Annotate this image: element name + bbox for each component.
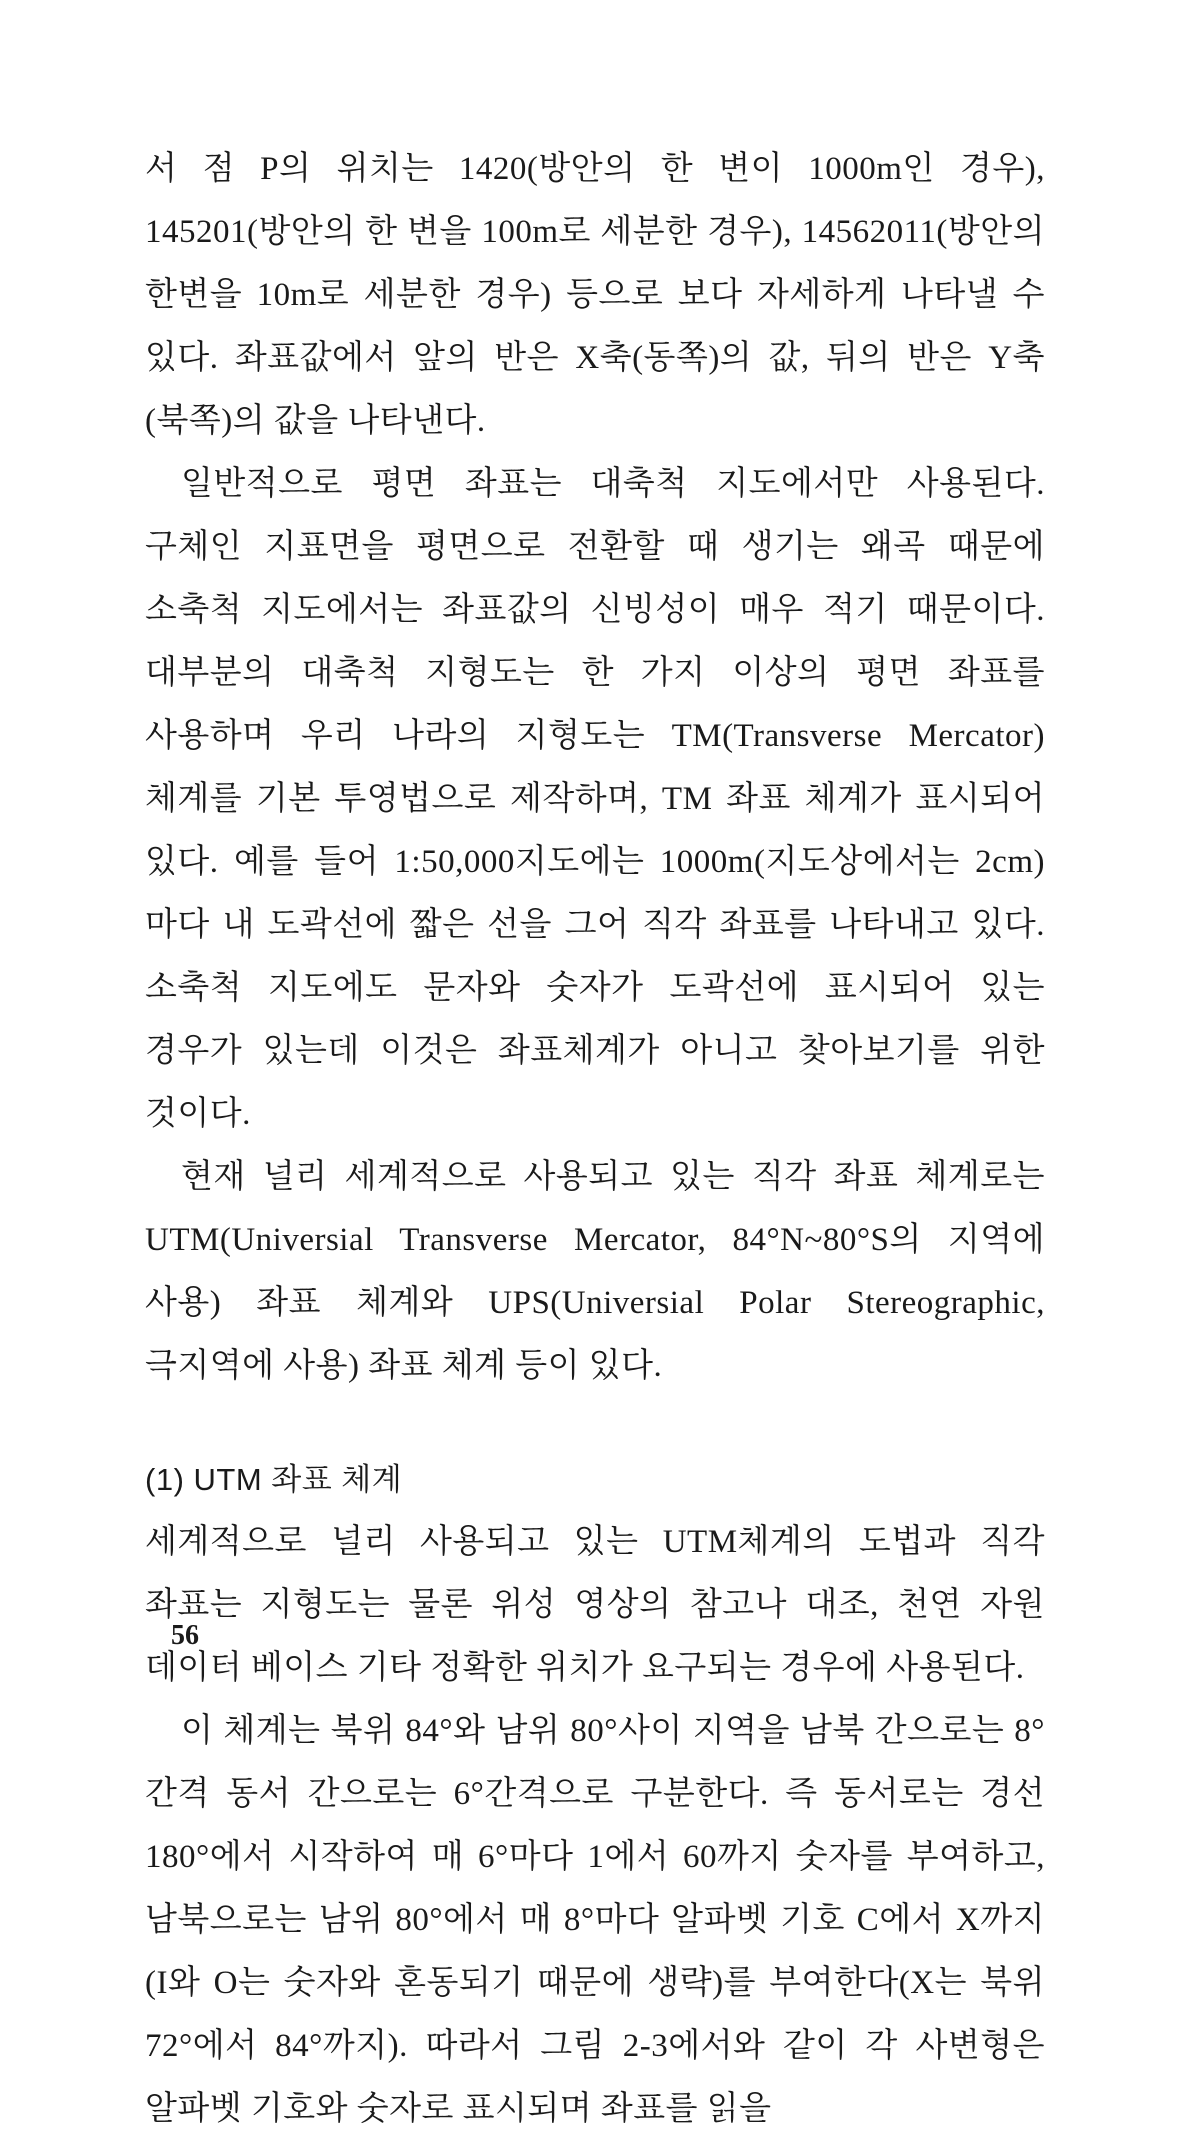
paragraph-3: 현재 널리 세계적으로 사용되고 있는 직각 좌표 체계로는 UTM(Universial Transverse Mercator, 84°N~80°S의 지역에 사용) 좌표 체계와 UPS(Universial Polar Stereographic, 극지역에 사용) 좌표 체계 등이 있다.: [145, 1159, 1045, 1384]
page-body: [145, 138, 1045, 2141]
paragraph-2: 일반적으로 평면 좌표는 대축척 지도에서만 사용된다. 구체인 지표면을 평면으로 전환할 때 생기는 왜곡 때문에 소축척 지도에서는 좌표값의 신빙성이 매우 적기 때문이다. 대부분의 대축척 지형도는 한 가지 이상의 평면 좌표를 사용하며 우리 나라의 지형도는 TM(Transverse Mercator)체계를 기본 투영법으로 제작하며, TM 좌표 체계가 표시되어 있다. 예를 들어 1:50,000지도에는 1000m(지도상에서는 2cm)마다 내 도곽선에 짧은 선을 그어 직각 좌표를 나타내고 있다. 소축척 지도에도 문자와 숫자가 도곽선에 표시되어 있는 경우가 있는데 이것은 좌표체계가 아니고 찾아보기를 위한 것이다.: [145, 466, 1045, 1132]
page-number: 56: [171, 1620, 199, 1651]
paragraph-4: 세계적으로 널리 사용되고 있는 UTM체계의 도법과 직각 좌표는 지형도는 물론 위성 영상의 참고나 대조, 천연 자원 데이터 베이스 기타 정확한 위치가 요구되는 경우에 사용된다.: [145, 1524, 1045, 1686]
section-heading: (1) UTM 좌표 체계: [145, 1462, 403, 1497]
paragraph-5: 이 체계는 북위 84°와 남위 80°사이 지역을 남북 간으로는 8°간격 동서 간으로는 6°간격으로 구분한다. 즉 동서로는 경선 180°에서 시작하여 매 6°마다 1에서 60까지 숫자를 부여하고, 남북으로는 남위 80°에서 매 8°마다 알파벳 기호 C에서 X까지(I와 O는 숫자와 혼동되기 때문에 생략)를 부여한다(X는 북위 72°에서 84°까지). 따라서 그림 2-3에서와 같이 각 사변형은 알파벳 기호와 숫자로 표시되며 좌표를 읽을: [145, 1713, 1045, 2127]
paragraph-1: 서 점 P의 위치는 1420(방안의 한 변이 1000m인 경우), 145201(방안의 한 변을 100m로 세분한 경우), 14562011(방안의 한변을 10m로 세분한 경우) 등으로 보다 자세하게 나타낼 수 있다. 좌표값에서 앞의 반은 X축(동쪽)의 값, 뒤의 반은 Y축(북쪽)의 값을 나타낸다.: [145, 151, 1045, 439]
section-gap: [145, 1398, 1045, 1448]
